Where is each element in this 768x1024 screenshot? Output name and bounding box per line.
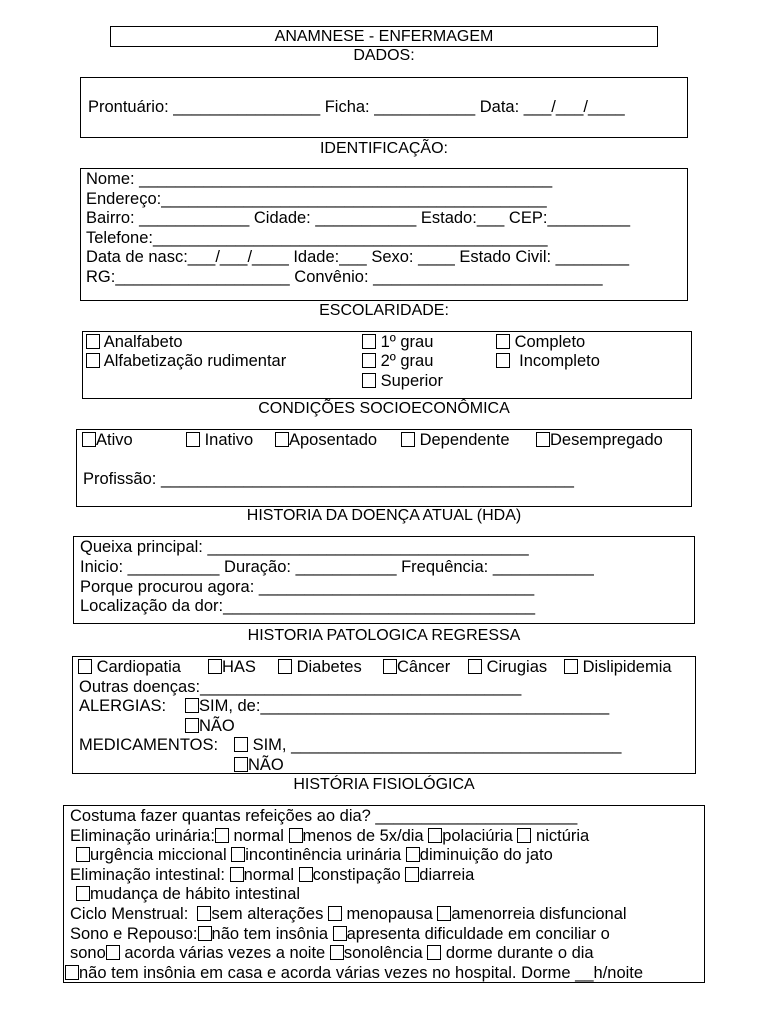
queixa-field[interactable]: Queixa principal: ___________________________________	[80, 538, 529, 556]
checkbox[interactable]	[86, 334, 100, 349]
checkbox[interactable]	[185, 698, 199, 713]
option-aposentado[interactable]: Aposentado	[275, 430, 377, 450]
checkbox[interactable]	[275, 432, 289, 447]
hda-title: HISTORIA DA DOENÇA ATUAL (HDA)	[246, 507, 522, 524]
telefone-field[interactable]: Telefone:___________________________________________	[86, 229, 548, 247]
checkbox[interactable]	[496, 353, 510, 368]
option-incompleto[interactable]: Incompleto	[496, 351, 600, 371]
option-1-grau[interactable]: 1º grau	[362, 332, 433, 352]
ciclo-menstrual-row: Ciclo Menstrual: sem alterações menopausa amenorreia disfuncional	[70, 905, 627, 923]
refeicoes-field[interactable]: Costuma fazer quantas refeições ao dia? ______________________	[70, 807, 578, 825]
checkbox[interactable]	[405, 867, 419, 882]
checkbox[interactable]	[234, 737, 248, 752]
option-analfabeto[interactable]: Analfabeto	[86, 332, 183, 352]
option-2-grau[interactable]: 2º grau	[362, 351, 433, 371]
checkbox[interactable]	[437, 906, 451, 921]
sono-row-3: não tem insônia em casa e acorda várias vezes no hospital. Dorme __h/noite	[65, 963, 643, 983]
checkbox[interactable]	[234, 757, 248, 772]
page-title: ANAMNESE - ENFERMAGEM	[274, 28, 494, 45]
rg-convenio-field[interactable]: RG:___________________ Convênio: _________________________	[86, 268, 603, 286]
checkbox[interactable]	[76, 847, 90, 862]
checkbox[interactable]	[186, 432, 200, 447]
sono-repouso-row: Sono e Repouso: não tem insônia apresenta dificuldade em conciliar o	[70, 925, 610, 943]
bairro-cidade-field[interactable]: Bairro: ____________ Cidade: ___________ Estado:___ CEP:_________	[86, 209, 631, 227]
checkbox[interactable]	[86, 353, 100, 368]
alergias-nao[interactable]: NÃO	[185, 716, 235, 736]
checkbox[interactable]	[76, 886, 90, 901]
fisio-title: HISTÓRIA FISIOLÓGICA	[293, 776, 475, 793]
option-inativo[interactable]: Inativo	[186, 430, 253, 450]
alergias-sim[interactable]: SIM, de:______________________________________	[185, 696, 609, 716]
checkbox[interactable]	[198, 926, 212, 941]
option-diabetes[interactable]: Diabetes	[278, 657, 362, 677]
option-ativo[interactable]: Ativo	[82, 430, 133, 450]
checkbox[interactable]	[185, 718, 199, 733]
hpr-title: HISTORIA PATOLOGICA REGRESSA	[247, 627, 521, 644]
porque-field[interactable]: Porque procurou agora: ______________________________	[80, 578, 535, 596]
medicamentos-sim[interactable]: SIM, ____________________________________	[234, 735, 621, 755]
checkbox[interactable]	[564, 659, 578, 674]
checkbox[interactable]	[333, 926, 347, 941]
checkbox[interactable]	[78, 659, 92, 674]
checkbox[interactable]	[289, 828, 303, 843]
nascimento-field[interactable]: Data de nasc:___/___/____ Idade:___ Sexo: ____ Estado Civil: ________	[86, 248, 630, 266]
checkbox[interactable]	[197, 906, 211, 921]
eliminacao-intestinal-row: Eliminação intestinal: normal constipação diarreia	[70, 866, 475, 884]
dados-line[interactable]: Prontuário: ________________ Ficha: ___________ Data: ___/___/____	[88, 98, 625, 116]
option-alfabetizacao[interactable]: Alfabetização rudimentar	[86, 351, 286, 371]
checkbox[interactable]	[427, 945, 441, 960]
checkbox[interactable]	[208, 659, 222, 674]
checkbox[interactable]	[215, 828, 229, 843]
option-has[interactable]: HAS	[208, 657, 256, 677]
option-dislipidemia[interactable]: Dislipidemia	[564, 657, 672, 677]
checkbox[interactable]	[362, 373, 376, 388]
escolaridade-title: ESCOLARIDADE:	[319, 302, 449, 319]
checkbox[interactable]	[299, 867, 313, 882]
checkbox[interactable]	[428, 828, 442, 843]
checkbox[interactable]	[278, 659, 292, 674]
checkbox[interactable]	[406, 847, 420, 862]
urinaria-row-2: urgência miccional incontinência urinária diminuição do jato	[76, 845, 553, 865]
outras-doencas-field[interactable]: Outras doenças:___________________________________	[79, 678, 522, 696]
socio-title: CONDIÇÕES SOCIOECONÔMICA	[258, 400, 510, 417]
checkbox[interactable]	[496, 334, 510, 349]
checkbox[interactable]	[362, 353, 376, 368]
checkbox[interactable]	[468, 659, 482, 674]
option-completo[interactable]: Completo	[496, 332, 585, 352]
profissao-field[interactable]: Profissão: _____________________________________________	[83, 470, 574, 488]
option-cardiopatia[interactable]: Cardiopatia	[78, 657, 181, 677]
option-cancer[interactable]: Câncer	[383, 657, 450, 677]
option-desempregado[interactable]: Desempregado	[536, 430, 663, 450]
checkbox[interactable]	[230, 867, 244, 882]
option-cirugias[interactable]: Cirugias	[468, 657, 547, 677]
checkbox[interactable]	[401, 432, 415, 447]
identificacao-title: IDENTIFICAÇÃO:	[319, 140, 448, 157]
eliminacao-urinaria-row: Eliminação urinária: normal menos de 5x/dia polaciúria nictúria	[70, 827, 590, 845]
endereco-field[interactable]: Endereço:__________________________________________	[86, 190, 547, 208]
checkbox[interactable]	[328, 906, 342, 921]
alergias-label: ALERGIAS:	[79, 697, 167, 715]
nome-field[interactable]: Nome: _____________________________________________	[86, 170, 553, 188]
medicamentos-nao[interactable]: NÃO	[234, 755, 284, 775]
checkbox[interactable]	[65, 965, 79, 980]
localizacao-field[interactable]: Localização da dor:__________________________________	[80, 597, 536, 615]
checkbox[interactable]	[536, 432, 550, 447]
dados-title: DADOS:	[353, 47, 415, 64]
checkbox[interactable]	[517, 828, 531, 843]
checkbox[interactable]	[362, 334, 376, 349]
checkbox[interactable]	[82, 432, 96, 447]
checkbox[interactable]	[106, 945, 120, 960]
checkbox[interactable]	[231, 847, 245, 862]
checkbox[interactable]	[330, 945, 344, 960]
inicio-field[interactable]: Inicio: __________ Duração: ___________ Frequência: ___________	[80, 558, 594, 576]
option-dependente[interactable]: Dependente	[401, 430, 510, 450]
sono-row-2: sono acorda várias vezes a noite sonolência dorme durante o dia	[70, 944, 594, 962]
intestinal-row-2: mudança de hábito intestinal	[76, 884, 300, 904]
medicamentos-label: MEDICAMENTOS:	[79, 736, 219, 754]
option-superior[interactable]: Superior	[362, 371, 443, 391]
checkbox[interactable]	[383, 659, 397, 674]
